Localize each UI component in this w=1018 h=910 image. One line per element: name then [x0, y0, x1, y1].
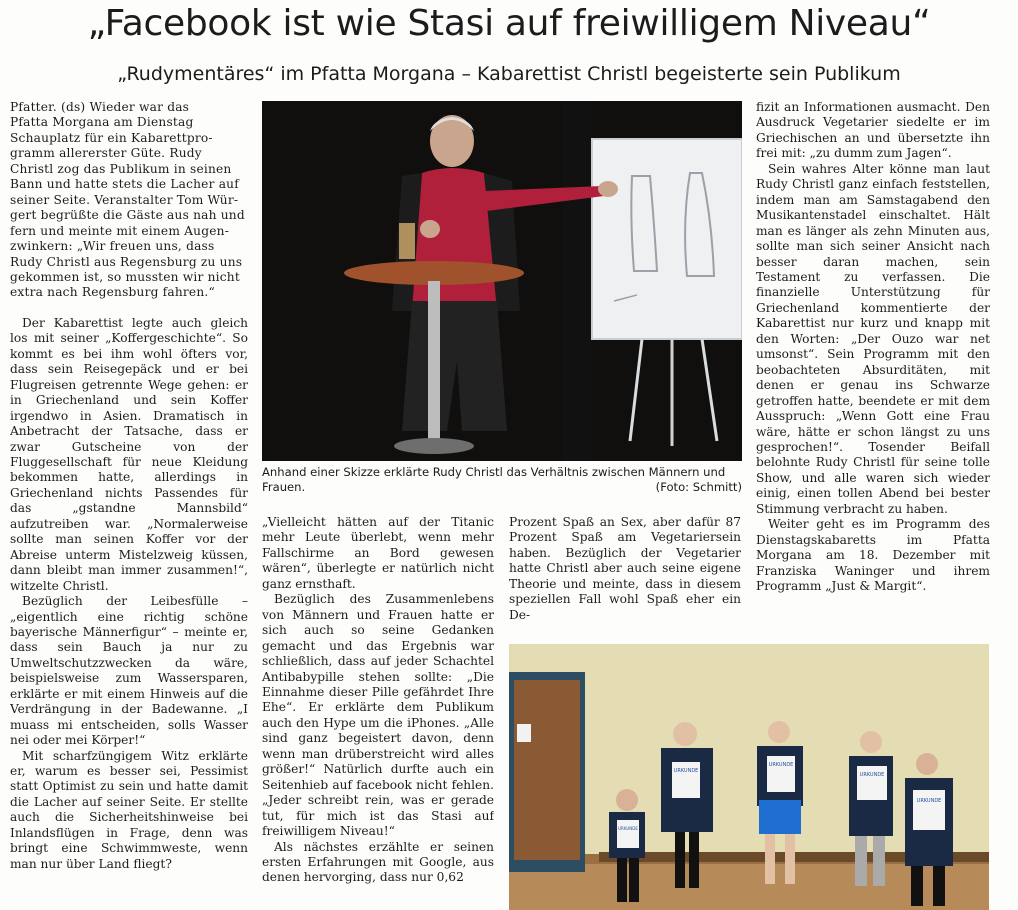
lead-line: fern und meinte mit einem Augen-	[10, 223, 230, 238]
team-photo-illustration	[509, 644, 989, 910]
lead-line: seiner Seite. Veranstalter Tom Wür-	[10, 192, 239, 207]
article-paragraph: fizit an Informationen ausmacht. Den Ausdruck Vegetarier siedelte er im Griechischen an und übersetzte ihn frei mit: „zu dumm zum Jagen“.	[756, 100, 990, 161]
article-paragraph: Bezüglich der Leibesfülle – „eigentlich eine richtig schöne bayerische Männerfigur“ – meinte er, dass sein Bauch ja nur zu Umweltschutzzwecken da wäre, beispielsweise zum Wassersparen, erklärte er mit einem Hinweis auf die Verdrängung in der Badewanne. „I muass mi entscheiden, solls Wasser nei oder mei Körper!“	[10, 594, 248, 748]
article-headline: „Facebook ist wie Stasi auf freiwilligem Niveau“	[87, 3, 931, 44]
article-paragraph: Sein wahres Alter könne man laut Rudy Christl ganz einfach feststellen, indem man am Samstagabend den Musikantenstadel einschaltet. Hält man es länger als zehn Minuten aus, sollte man sich seiner Ansicht nach besser daran machen, sein Testament zu verfassen. Die finanzielle Unterstützung für Griechenland kommentierte der Kabarettist nur kurz und knapp mit den Worten: „Der Ouzo war net umsonst“. Sein Programm mit den beobachteten Absurditäten, mit denen er genau ins Schwarze getroffen hatte, beendete er mit dem Ausspruch: „Wenn Gott eine Frau wäre, hätte er schon längst zu uns gesprochen!“. Tosender Beifall belohnte Rudy Christl für seine tolle Show, und alle waren sich wieder einig, einen tollen Abend bei bester Stimmung verbracht zu haben.	[756, 161, 990, 516]
article-column-2	[262, 515, 494, 910]
certificate-label: URKUNDE	[768, 762, 794, 768]
lead-line: gekommen ist, so mussten wir nicht	[10, 269, 240, 284]
photo-caption	[262, 465, 742, 495]
photo-credit: (Foto: Schmitt)	[655, 480, 742, 494]
lead-line: Pfatta Morgana am Dienstag	[10, 115, 194, 130]
article-column-4	[756, 100, 990, 620]
article-column-3	[509, 515, 741, 627]
certificate-label: URKUNDE	[673, 768, 699, 774]
photo-caption-text: Anhand einer Skizze erklärte Rudy Christl das Verhältnis zwischen Männern und Frauen.	[262, 465, 726, 494]
lead-line: Rudy Christl aus Regensburg zu uns	[10, 254, 243, 269]
certificate-label: URKUNDE	[618, 826, 638, 831]
performer-photo	[262, 101, 742, 461]
team-photo	[509, 644, 989, 910]
lead-line: Pfatter. (ds) Wieder war das	[10, 100, 190, 114]
lead-line: Christl zog das Publikum in seinen	[10, 161, 232, 176]
article-paragraph: Mit scharfzüngigem Witz erklärte er, warum es besser sei, Pessimist statt Optimist zu sein und hatte damit die Lacher auf seiner Seite. Er stellte auch die Sicherheitshinweise bei Inlandsflügen in Frage, denn was bringt eine Schwimmweste, wenn man nur über Land fliegt?	[10, 748, 248, 871]
lead-line: Bann und hatte stets die Lacher auf	[10, 177, 239, 192]
certificate-label: URKUNDE	[859, 772, 885, 778]
article-paragraph: Der Kabarettist legte auch gleich los mit seiner „Koffergeschichte“. So kommt es bei ihm wohl öfters vor, dass sein Reisegepäck und er bei Flugreisen getrennte Wege gehen: er in Griechenland und sein Koffer irgendwo in Asien. Dramatisch in Anbetracht der Tatsache, dass er zwar Gutscheine von der Fluggesellschaft für neue Kleidung bekommen hatte, allerdings in Griechenland nichts Passendes für das „gstandne Mannsbild“ aufzutreiben war. „Normalerweise sollte man seinen Koffer vor der Abreise unterm Mistelzweig küssen, dann bleibt man immer zusammen!“, witzelte Christl.	[10, 315, 248, 593]
article-paragraph: Als nächstes erzählte er seinen ersten Erfahrungen mit Google, aus denen hervorging, dass nur 0,62	[262, 839, 494, 885]
performer-photo-illustration	[262, 101, 742, 461]
lead-line: extra nach Regensburg fahren.“	[10, 285, 215, 300]
lead-line: gert begrüßte die Gäste aus nah und	[10, 208, 245, 223]
article-subheadline: „Rudymentäres“ im Pfatta Morgana – Kabarettist Christl begeisterte sein Publikum	[117, 63, 901, 85]
article-column-1	[10, 100, 248, 910]
certificate-label: URKUNDE	[916, 798, 942, 804]
article-paragraph: Bezüglich des Zusammenlebens von Männern und Frauen hatte er sich auch so seine Gedanken gemacht und das Ergebnis war schließlich, dass auf jeder Schachtel Antibabypille stehen sollte: „Die Einnahme dieser Pille gefährdet Ihre Ehe“. Er erklärte dem Publikum auch den Hype um die iPhones. „Alle sind ganz begeistert davon, denn wenn man drüberstreicht wird alles größer!“ Natürlich durfte auch ein Seitenhieb auf facebook nicht fehlen. „Jeder schreibt rein, was er gerade tut, für mich ist das Stasi auf freiwilligem Niveau!“	[262, 592, 494, 839]
article-paragraph: Prozent Spaß an Sex, aber dafür 87 Prozent Spaß am Vegetariersein haben. Bezüglich der Vegetarier hatte Christl aber auch seine eigene Theorie und meinte, dass in diesem speziellen Fall wohl Spaß eher ein De-	[509, 515, 741, 622]
lead-line: Schauplatz für ein Kabarettpro-	[10, 130, 213, 145]
article-paragraph: Weiter geht es im Programm des Dienstagskabaretts im Pfatta Morgana am 18. Dezember mit Franziska Waninger und ihrem Programm „Just & Margit“.	[756, 517, 990, 594]
lead-line: zwinkern: „Wir freuen uns, dass	[10, 239, 215, 254]
article-lead-paragraph	[10, 100, 248, 301]
article-paragraph: „Vielleicht hätten auf der Titanic mehr Leute überlebt, wenn mehr Fallschirme an Bord gewesen wären“, überlegte er natürlich nicht ganz ernsthaft.	[262, 515, 494, 591]
lead-line: gramm allererster Güte. Rudy	[10, 146, 202, 161]
